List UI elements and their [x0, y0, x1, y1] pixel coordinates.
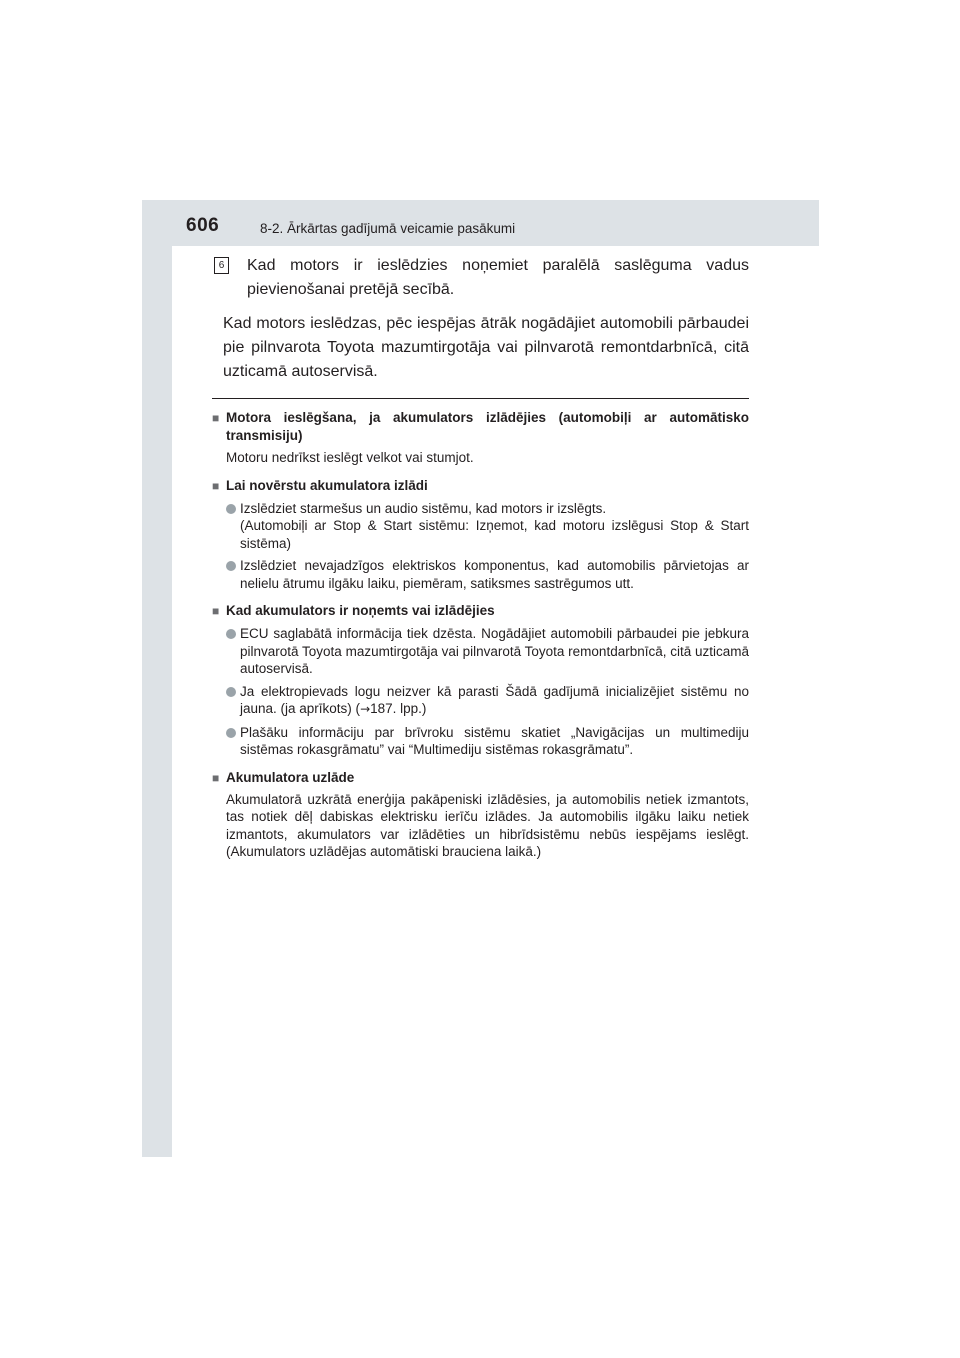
list-item [226, 724, 749, 759]
bullet-dot-icon [226, 629, 236, 639]
step-number-badge: 6 [214, 257, 229, 274]
side-margin-band [142, 200, 172, 1157]
square-bullet-icon: ■ [212, 770, 220, 785]
bullet-extra-text: (Automobiļi ar Stop & Start sistēmu: Izņemot, kad motoru izslēgusi Stop & Start sistēma) [240, 518, 749, 551]
note-text: Akumulatorā uzkrātā enerģija pakāpeniski izlādēsies, ja automobilis netiek izmantots, tas notiek dēļ dabiskas elektrisku ierīču izlādes. Ja automobilis ilgāku laiku netiek izmantots, akumulators var izlādēties un hibrīdsistēmu nebūs iespējams ieslēgt. (Akumulators uzlādējas automātiski brauciena laikā.) [226, 791, 749, 859]
bullet-text: Izslēdziet starmešus un audio sistēmu, kad motors ir izslēgts. [240, 500, 607, 516]
note-heading: Kad akumulators ir noņemts vai izlādējies [226, 603, 495, 618]
note-battery-removed [212, 602, 749, 759]
step-text: Kad motors ir ieslēdzies noņemiet paralēlā saslēguma vadus pievienošanai pretējā secībā. [247, 257, 749, 298]
page-reference: 187. lpp.) [370, 701, 427, 716]
list-item [226, 500, 749, 553]
section-divider [212, 398, 749, 399]
square-bullet-icon: ■ [212, 478, 220, 493]
note-text: Motoru nedrīkst ieslēgt velkot vai stumjot. [226, 450, 474, 465]
square-bullet-icon: ■ [212, 604, 220, 618]
bullet-text: ECU saglabātā informācija tiek dzēsta. Nogādājiet automobili pārbaudei pie jebkura pilnvarotā Toyota mazumtirgotāja vai pilnvarotā Toyota remontdarbnīcā, citā uzticamā autoservisā. [240, 626, 750, 676]
note-heading: Lai novērstu akumulatora izlādi [226, 477, 428, 493]
bullet-dot-icon [226, 687, 236, 697]
arrow-right-icon: → [360, 702, 371, 716]
list-item [226, 683, 749, 719]
note-engine-start [212, 409, 749, 467]
note-heading: Akumulatora uzlāde [226, 769, 355, 785]
page-content [212, 254, 749, 861]
section-title: 8-2. Ārkārtas gadījumā veicamie pasākumi [260, 221, 516, 236]
note-battery-charging [212, 769, 749, 861]
square-bullet-icon: ■ [212, 411, 220, 425]
note-heading: Motora ieslēgšana, ja akumulators izlādējies (automobiļi ar automātisko transmisiju) [226, 410, 749, 443]
bullet-text: Izslēdziet nevajadzīgos elektriskos komponentus, kad automobilis pārvietojas ar nelielu ātrumu ilgāku laiku, piemēram, satiksmes sastrēgumos utt. [240, 558, 749, 591]
step-6 [212, 254, 749, 302]
bullet-dot-icon [226, 561, 236, 571]
bullet-text-main: Ja elektropievads logu neizver kā parasti Šādā gadījumā inicializējiet sistēmu no jauna. (ja aprīkots) ( [240, 683, 749, 716]
bullet-text [240, 683, 749, 719]
list-item [226, 625, 749, 678]
bullet-dot-icon [226, 728, 236, 738]
page-number: 606 [186, 215, 220, 236]
note-prevent-discharge [212, 477, 749, 593]
list-item [226, 557, 749, 592]
step-note: Kad motors ieslēdzas, pēc iespējas ātrāk nogādājiet automobili pārbaudei pie pilnvarota Toyota mazumtirgotāja vai pilnvarotā remontdarbnīcā, citā uzticamā autoservisā. [223, 315, 749, 380]
bullet-dot-icon [226, 504, 236, 514]
bullet-text: Plašāku informāciju par brīvroku sistēmu skatiet „Navigācijas un multimediju sistēmas rokasgrāmatu” vai “Multimediju sistēmas rokasgrāmatu”. [240, 724, 749, 757]
